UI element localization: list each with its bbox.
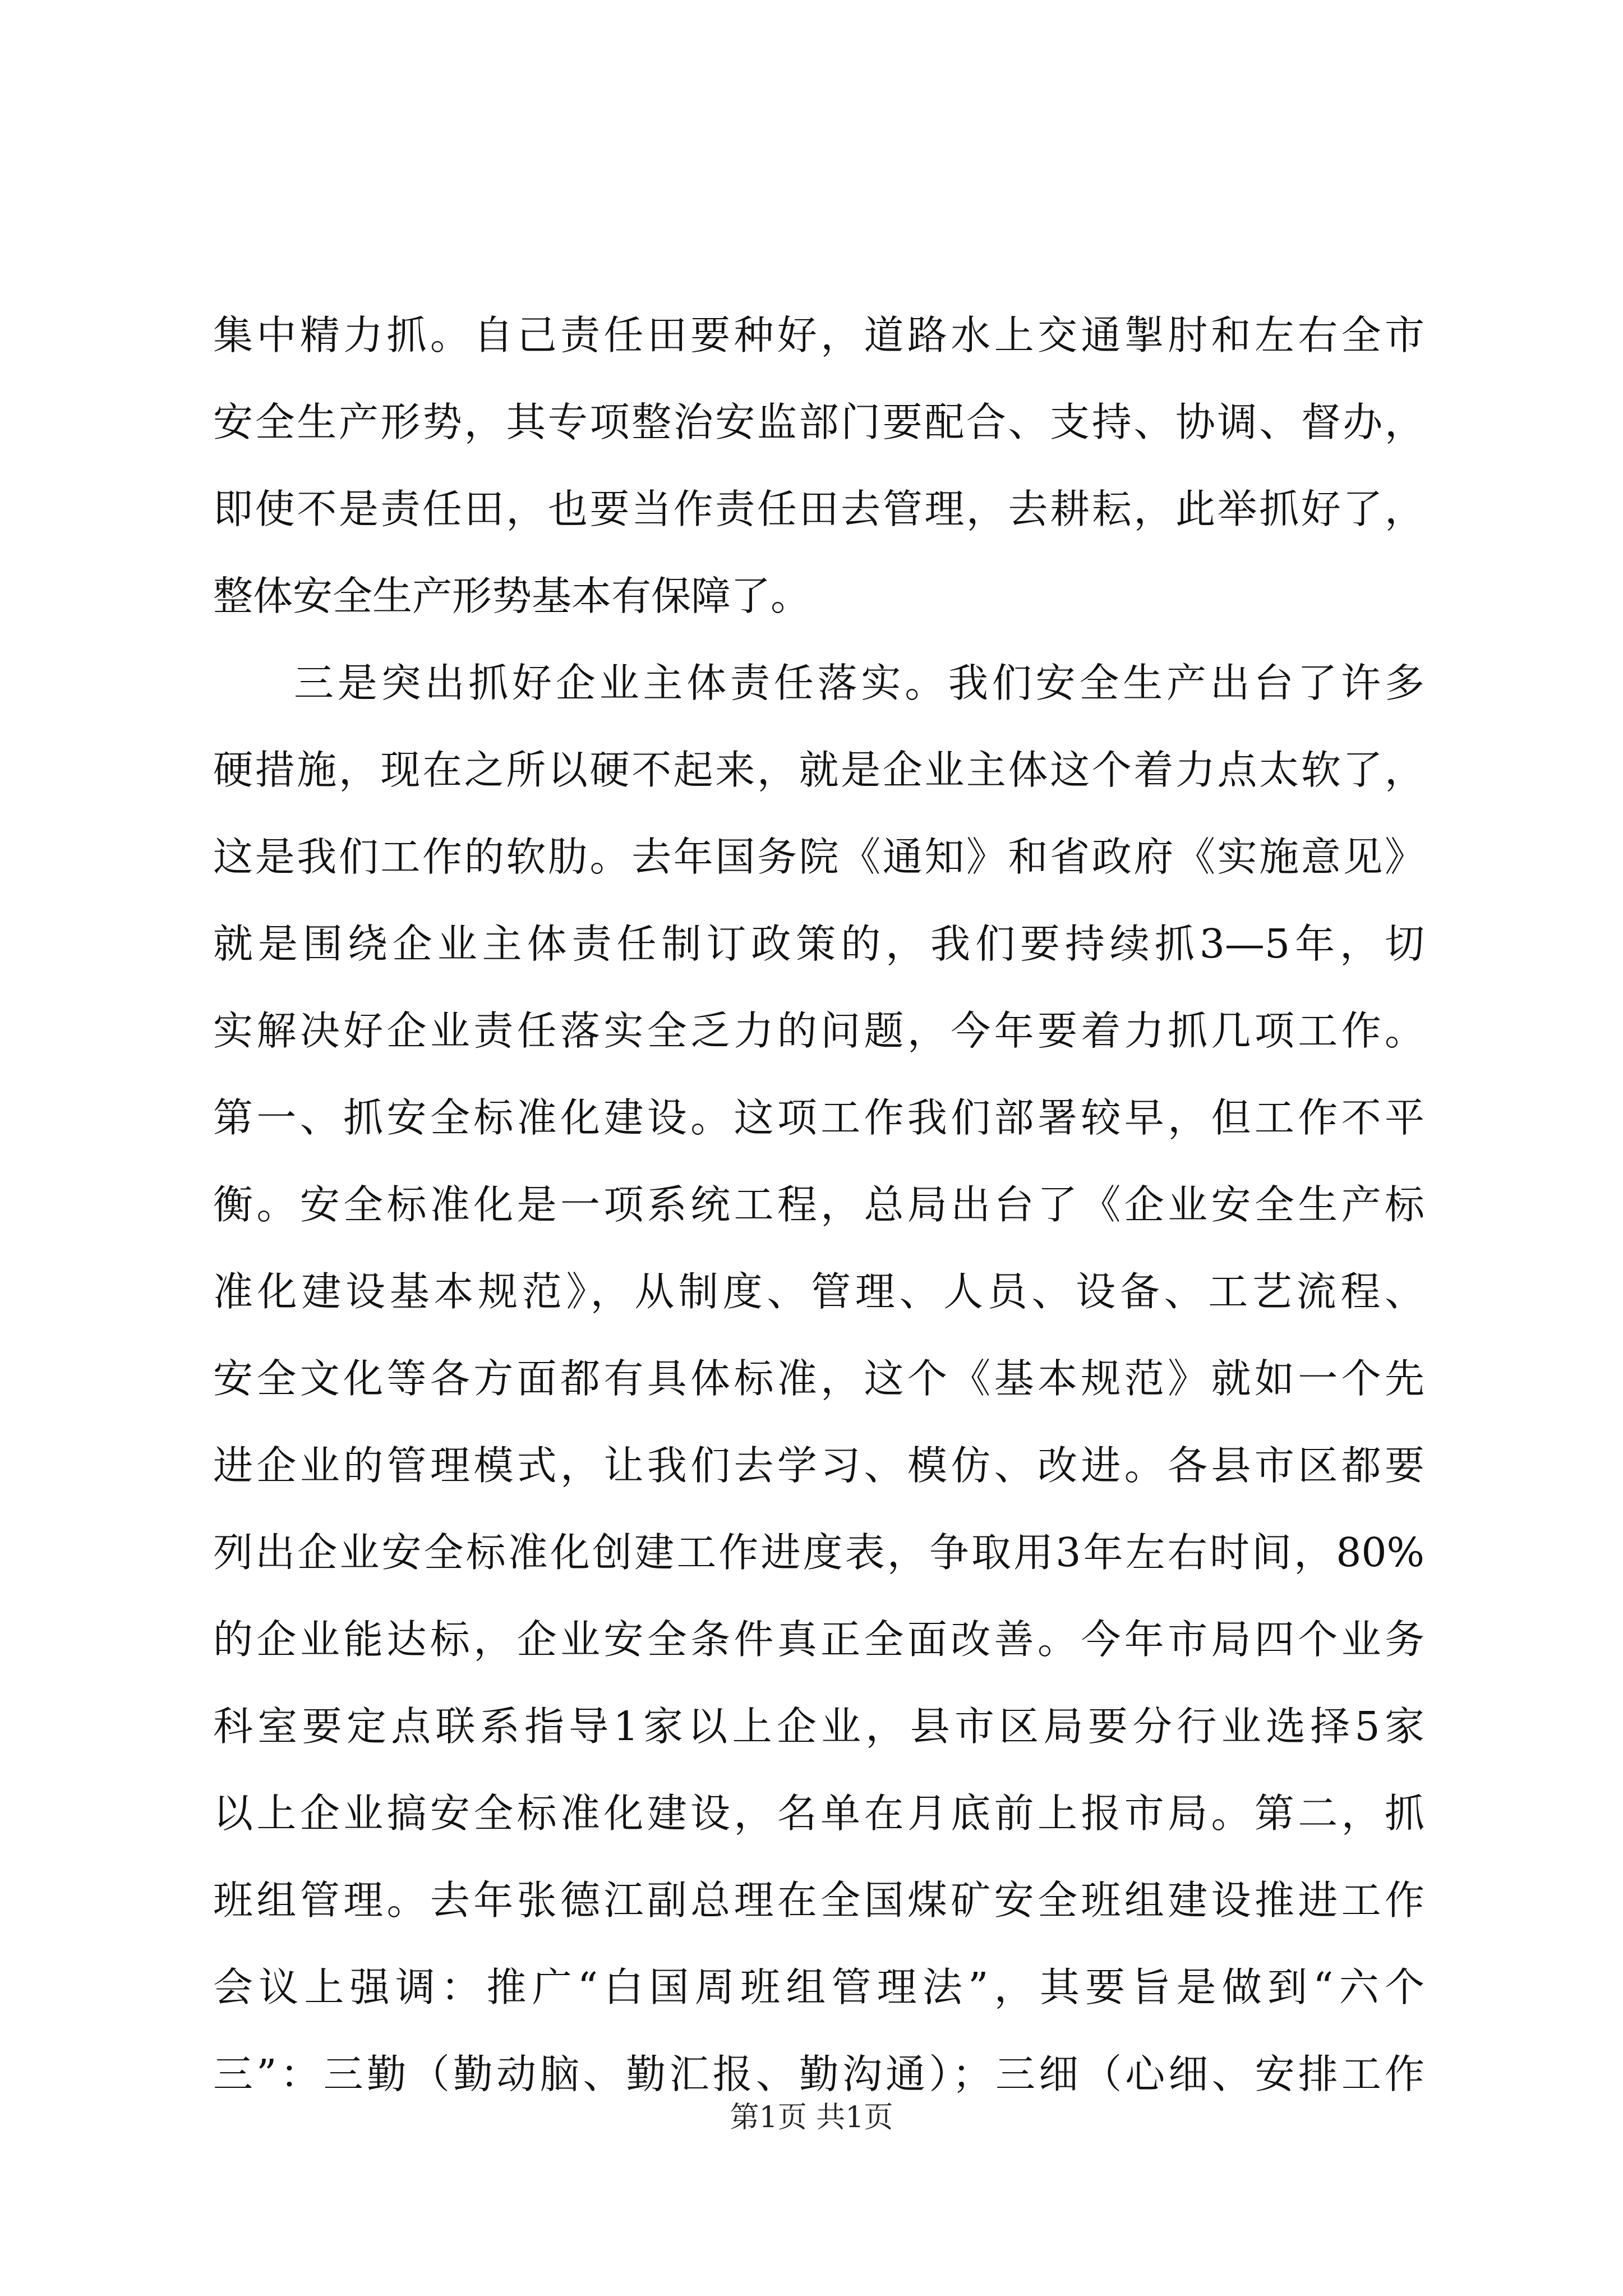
page-footer [0, 2098, 1623, 2137]
text-line: 准化建设基本规范》，从制度、管理、人员、设备、工艺流程、 [213, 1268, 1424, 1315]
paragraph-start-line: 三是突出抓好企业主体责任落实。我们安全生产出台了许多 [294, 660, 1424, 706]
text-line: 会议上强调：推广“白国周班组管理法”，其要旨是做到“六个 [213, 1964, 1424, 2010]
text-line: 三”：三勤（勤动脑、勤汇报、勤沟通）；三细（心细、安排工作 [213, 2051, 1424, 2097]
text-line: 以上企业搞安全标准化建设，名单在月底前上报市局。第二，抓 [213, 1790, 1424, 1837]
text-line: 衡。安全标准化是一项系统工程，总局出台了《企业安全生产标 [213, 1181, 1424, 1228]
text-line: 就是围绕企业主体责任制订政策的，我们要持续抓3—5年，切 [213, 921, 1424, 967]
text-line: 安全生产形势，其专项整治安监部门要配合、支持、协调、督办， [213, 399, 1424, 445]
text-line: 班组管理。去年张德江副总理在全国煤矿安全班组建设推进工作 [213, 1877, 1424, 1924]
text-line: 进企业的管理模式，让我们去学习、模仿、改进。各县市区都要 [213, 1442, 1424, 1489]
text-line: 列出企业安全标准化创建工作进度表，争取用3年左右时间，80% [213, 1529, 1424, 1576]
text-line: 硬措施，现在之所以硬不起来，就是企业主体这个着力点太软了， [213, 747, 1424, 793]
text-line: 实解决好企业责任落实全乏力的问题，今年要着力抓几项工作。 [213, 1007, 1424, 1054]
text-line: 第一、抓安全标准化建设。这项工作我们部署较早，但工作不平 [213, 1094, 1424, 1141]
text-line: 即使不是责任田，也要当作责任田去管理，去耕耘，此举抓好了， [213, 486, 1424, 532]
text-line: 的企业能达标，企业安全条件真正全面改善。今年市局四个业务 [213, 1616, 1424, 1663]
text-line: 这是我们工作的软肋。去年国务院《通知》和省政府《实施意见》 [213, 834, 1424, 880]
body-text [213, 292, 1424, 2118]
text-line: 安全文化等各方面都有具体标准，这个《基本规范》就如一个先 [213, 1355, 1424, 1402]
text-line: 整体安全生产形势基本有保障了。 [213, 573, 811, 619]
text-line: 集中精力抓。自己责任田要种好，道路水上交通掣肘和左右全市 [213, 312, 1424, 358]
page-number: 第1页 共1页 [730, 2101, 893, 2134]
text-line: 科室要定点联系指导1家以上企业，县市区局要分行业选择5家 [213, 1703, 1424, 1750]
